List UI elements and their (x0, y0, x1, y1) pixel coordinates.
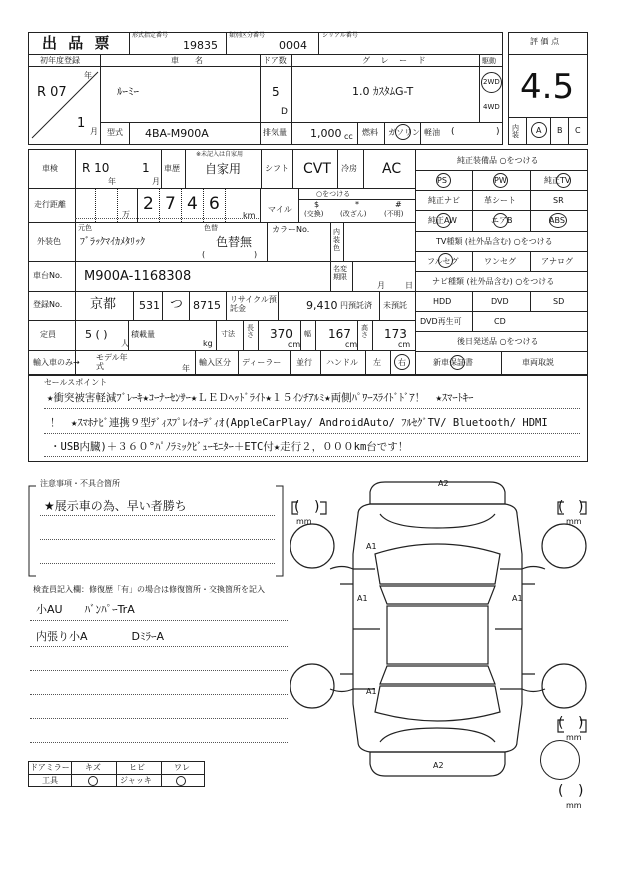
width-label: 幅 (304, 330, 311, 338)
equip-tv: 純正TV (544, 176, 571, 185)
fmt-no: 19835 (183, 39, 218, 52)
handle-label: ハンドル (326, 358, 358, 367)
handle-right-circle (394, 354, 410, 370)
sales-label: セールスポイント (44, 378, 108, 387)
length: 370 (270, 327, 293, 341)
fuel-diesel: 軽油 (424, 128, 440, 137)
reg-number: 8715 (193, 299, 221, 312)
year-unit: 年 (84, 71, 92, 80)
grade-label: グ レ ー ド (362, 56, 430, 65)
door-suffix: D (281, 107, 288, 117)
displacement: 1,000 (310, 127, 342, 140)
first-reg-label: 初年度登録 (40, 56, 80, 65)
use-note: ※未記入は自家用 (196, 151, 244, 158)
km-digit-1: 2 (143, 194, 154, 214)
tire-fr-mm: mm (566, 517, 582, 526)
later-manual: 車両取説 (522, 358, 554, 367)
import-label: 輸入車のみ→ (33, 358, 80, 367)
interior-color-label: 内装色 (333, 228, 340, 253)
chassis-no: M900A-1168308 (84, 269, 192, 284)
sym-unknown: # (395, 200, 402, 209)
tire-fr-close: ) (578, 499, 584, 515)
recycle-label: リサイクル預託金 (230, 295, 277, 313)
recycle-value: 9,410 (306, 299, 338, 312)
int-opt-b: B (557, 126, 563, 135)
hist-label: 車歴 (164, 164, 180, 173)
dvd-play-label: DVD再生可 (420, 317, 462, 326)
drive-label: 駆動 (482, 57, 496, 65)
legend-tools-circle (88, 776, 98, 786)
tv-fullseg-circle (438, 253, 453, 268)
car-name: ﾙｰﾐｰ (117, 85, 139, 98)
equip-aw: 純正AW (428, 216, 457, 225)
int-label: 内装 (512, 124, 519, 139)
tv-fullseg: フルセグ (427, 257, 459, 266)
equip-tv-circle (556, 173, 571, 188)
reg-label: 登録No. (33, 300, 63, 309)
fmt-label: 形式指定番号 (132, 32, 169, 39)
equip-pw: PW (494, 176, 507, 185)
load-unit: kg (203, 339, 213, 348)
cd-label: CD (494, 317, 506, 326)
tv-oneseg: ワンセグ (484, 257, 516, 266)
km-digit-4: 6 (209, 194, 220, 214)
legend-mirror: ドアミラー (30, 763, 70, 772)
height: 173 (384, 327, 407, 341)
handle-right: 右 (398, 358, 406, 367)
tv-analog: アナログ (541, 257, 573, 266)
int-opt-a: A (536, 126, 542, 135)
sym-unknown-text: (不明) (384, 210, 404, 218)
equip-airbag: エアB (491, 216, 513, 225)
fuel-circle (395, 124, 411, 140)
color-change-label: 色替 (204, 224, 218, 232)
legend-break: ワレ (174, 763, 190, 772)
len-unit: cm (288, 340, 301, 349)
drive-2wd: 2WD (483, 78, 500, 86)
import-dealer: ディーラー (242, 358, 282, 367)
dmg-front: A2 (438, 479, 449, 488)
score-label: 評 価 点 (530, 37, 560, 46)
ext-color: ﾌﾞﾗｯｸﾏｲｶﾒﾀﾘｯｸ (80, 237, 145, 248)
first-reg-month: 1 (77, 116, 86, 131)
color-paren-open: ( (202, 250, 206, 259)
legend-jack-circle (176, 776, 186, 786)
height-unit: cm (398, 340, 411, 349)
nav-hdd: HDD (433, 297, 452, 306)
inspect-value: R 10 (82, 161, 110, 175)
height-label: 高さ (361, 324, 368, 339)
km-digit-2: 7 (165, 194, 176, 214)
width: 167 (328, 327, 351, 341)
int-circle-a (531, 122, 547, 138)
cls-no: 0004 (279, 39, 307, 52)
legend-jack: ジャッキ (120, 776, 152, 785)
import-parallel: 並行 (296, 358, 312, 367)
equip-aw-circle (436, 213, 451, 228)
sheet-title: 出 品 票 (42, 34, 113, 52)
tire-rr-mm: mm (566, 733, 582, 742)
ac-value: AC (382, 161, 402, 177)
paren-open: ( (451, 127, 455, 137)
chassis-label: 車台No. (33, 271, 63, 280)
equip-sr: SR (553, 196, 564, 205)
type-label: 型式 (107, 128, 123, 137)
equip-ps-circle (436, 173, 451, 188)
cap-unit: 人 (121, 339, 129, 348)
sym-exchange-text: (交換) (304, 210, 324, 218)
notes-text: ★展示車の為、早い者勝ち (44, 499, 187, 513)
tire-fl-close: ) (314, 499, 320, 515)
disp-label: 排気量 (263, 128, 287, 137)
equip-abs-circle (549, 213, 567, 228)
equip-airbag-circle (493, 213, 508, 228)
legend-scratch: キズ (85, 763, 101, 772)
cls-label: 類別区分番号 (229, 32, 266, 39)
handle-left: 左 (373, 358, 381, 367)
hist-value: 自家用 (205, 162, 242, 176)
legend-crack: ヒビ (129, 763, 145, 772)
score-value: 4.5 (520, 67, 575, 107)
sales-line-1: ★衝突被害軽減ﾌﾞﾚｰｷ★ｺｰﾅｰｾﾝｻｰ★ＬＥＤﾍｯﾄﾞﾗｲﾄ★１５ｲﾝﾁｱﾙﾐ★両側ﾊﾟﾜｰｽﾗｲﾄﾞﾄﾞｱ！ ★ｽﾏｰﾄｷｰ (47, 392, 474, 404)
cap-label: 定員 (40, 330, 56, 339)
orig-color-label: 元色 (78, 224, 92, 232)
ac-label: 冷房 (341, 164, 357, 173)
legend-tools: 工具 (42, 776, 58, 785)
mile-label: マイル (268, 205, 292, 214)
equip-ps: PS (437, 176, 447, 185)
load-label: 積載量 (131, 330, 155, 339)
tire-spare-close: ) (578, 783, 584, 799)
dmg-left-side: A1 (357, 594, 368, 603)
tire-spare-mm: mm (566, 801, 582, 810)
later-warranty-circle (450, 355, 465, 370)
grade: 1.0 ｶｽﾀﾑG-T (352, 85, 414, 98)
model-year-label: モデル年式 (96, 353, 128, 371)
equip-pw-circle (493, 173, 508, 188)
name-label: 車 名 (171, 56, 207, 65)
first-reg: R 07 (37, 85, 67, 100)
dmg-rear: A2 (433, 761, 444, 770)
tire-rr-open: ( (558, 715, 564, 731)
notes-label: 注意事項・不具合箇所 (40, 479, 120, 488)
recycle-unit: 円預託済 (340, 301, 372, 310)
tv-title: TV種類 (社外品含む) ○をつける (436, 237, 553, 246)
repair-line-2: 内張り小A DﾐﾗｰA (36, 630, 165, 643)
type: 4BA-M900A (145, 127, 209, 140)
inspect-month-unit: 月 (152, 177, 160, 186)
disp-unit: cc (344, 132, 353, 141)
int-opt-c: C (575, 126, 581, 135)
dim-label: 寸法 (221, 330, 235, 338)
km-unit: km (243, 211, 256, 220)
circle-note: ○をつける (316, 190, 351, 198)
equip-title: 純正装備品 ○をつける (457, 156, 539, 165)
reg-area: 京都 (90, 297, 117, 312)
nav-sd: SD (553, 297, 565, 306)
width-unit: cm (345, 340, 358, 349)
km-digit-3: 4 (187, 194, 198, 214)
dmg-right-side: A1 (512, 594, 523, 603)
ext-label: 外装色 (37, 237, 61, 246)
fuel-label: 燃料 (362, 128, 378, 137)
nav-dvd: DVD (491, 297, 509, 306)
name-change-month: 月 (377, 281, 385, 290)
inspect-month: 1 (142, 161, 150, 175)
name-change-day: 日 (405, 281, 413, 290)
len-label: 長さ (247, 324, 254, 339)
door-label: ドア数 (263, 56, 287, 65)
color-paren-close: ) (254, 250, 258, 259)
sym-tamper-text: (改ざん) (340, 210, 367, 218)
doors: 5 (272, 85, 280, 99)
drive-4wd: 4WD (483, 103, 500, 111)
name-change-label: 名変期限 (333, 265, 347, 282)
sales-line-3: ・USB内臓)＋３６０°ﾊﾟﾉﾗﾐｯｸﾋﾞｭｰﾓﾆﾀｰ＋ETC付★走行２，０００km台です！ (50, 441, 409, 453)
sym-exchange: $ (314, 200, 320, 209)
colorno-label: カラーNo. (272, 225, 310, 234)
dmg-left-front: A1 (366, 542, 377, 551)
serial-label: シリアル番号 (322, 32, 358, 39)
inspect-label: 車検 (42, 164, 58, 173)
later-title: 後日発送品 ○をつける (457, 337, 539, 346)
repair-line-1: 小AU ﾊﾞﾝﾊﾟｰTrA (36, 603, 135, 616)
spare-tire (540, 740, 580, 780)
nav-title: ナビ種類 (社外品含む) ○をつける (432, 277, 555, 286)
paren-close: ) (496, 127, 500, 137)
sym-tamper: * (355, 200, 359, 209)
shift-label: シフト (265, 164, 289, 173)
tire-spare-open: ( (558, 783, 564, 799)
month-unit: 月 (90, 127, 98, 136)
tire-rr-close: ) (578, 715, 584, 731)
later-warranty: 新車保証書 (433, 358, 473, 367)
dmg-left-rear: A1 (366, 687, 377, 696)
equip-navi: 純正ナビ (428, 196, 460, 205)
equip-abs: ABS (549, 216, 565, 225)
inspector-note: 検査員記入欄：修復歴「有」の場合は修復箇所・交換箇所を記入 (33, 585, 265, 594)
man-unit: 万 (122, 210, 130, 219)
km-label: 走行距離 (34, 200, 66, 209)
reg-kana: つ (170, 297, 184, 312)
tire-fr-open: ( (558, 499, 564, 515)
reg-class: 531 (139, 299, 160, 312)
tire-fl-open: ( (294, 499, 300, 515)
color-change: 色替無 (216, 235, 253, 249)
sales-line-2: ！ ★ｽﾏﾎﾅﾋﾞ連携９型ﾃﾞｨｽﾌﾟﾚｲｵｰﾃﾞｨｵ(AppleCarPlay/ AndroidAuto/ ﾌﾙｾｸﾞTV/ Bluetooth/ HDMI (50, 417, 548, 429)
shift-value: CVT (303, 161, 331, 177)
recycle-unpaid: 未預託 (383, 301, 407, 310)
capacity: 5 ( ) (85, 328, 108, 341)
fuel-gasoline: ガソリン (388, 128, 420, 137)
inspect-year-unit: 年 (108, 177, 116, 186)
tire-fl-mm: mm (296, 517, 312, 526)
import-div-label: 輸入区分 (199, 358, 231, 367)
equip-leather: 革シート (484, 196, 516, 205)
model-year-unit: 年 (182, 364, 190, 373)
